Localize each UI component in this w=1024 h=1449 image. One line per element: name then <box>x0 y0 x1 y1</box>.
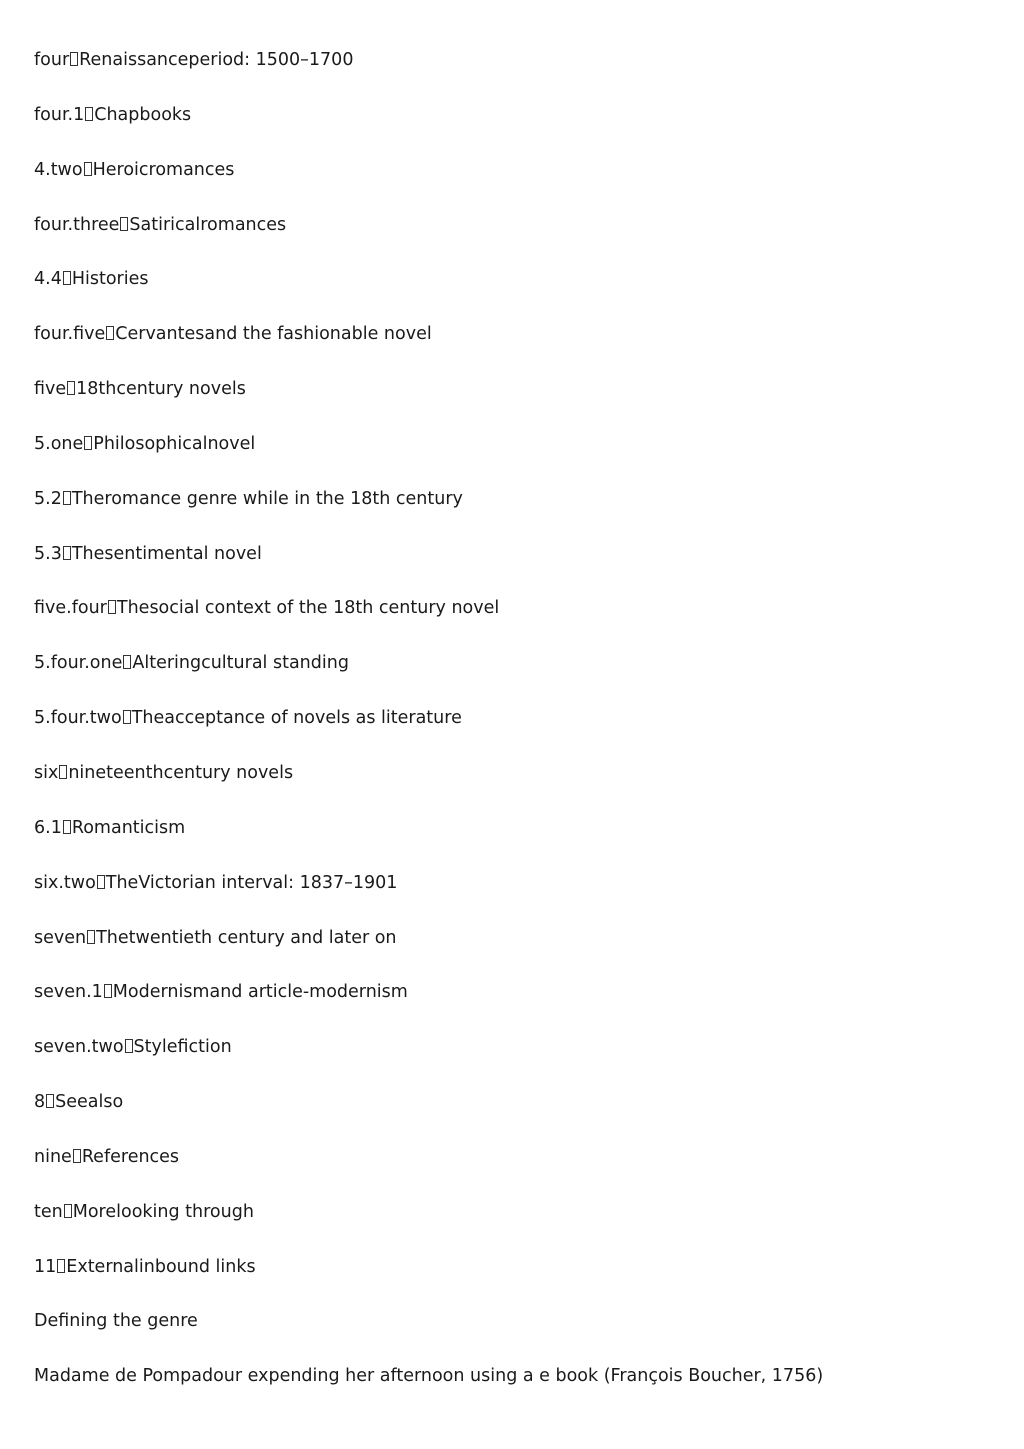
toc-item-number: six <box>34 762 59 783</box>
toc-item-label-first: 18th <box>76 379 117 400</box>
toc-item-label-first: Heroic <box>92 159 149 180</box>
toc-item-label-rest: fiction <box>177 1037 232 1058</box>
toc-item-number: four.five <box>34 324 106 345</box>
toc-item[interactable] <box>34 542 994 566</box>
section-heading: Defining the genre <box>34 1311 198 1332</box>
toc-item-label-rest: Victorian interval: 1837–1901 <box>138 872 398 893</box>
missing-glyph-icon <box>125 1039 133 1053</box>
toc-item-label-first: Satirical <box>129 214 201 235</box>
toc-item-label-first: More <box>72 1201 117 1222</box>
toc-item-number: five <box>34 379 67 400</box>
toc-item[interactable] <box>34 980 994 1004</box>
toc-item-number: six.two <box>34 872 96 893</box>
toc-item[interactable] <box>34 1145 994 1169</box>
toc-item-label-rest: romances <box>200 214 287 235</box>
missing-glyph-icon <box>97 875 105 889</box>
toc-item-number: 11 <box>34 1256 57 1277</box>
toc-item-label-first: Philosophical <box>93 433 208 454</box>
missing-glyph-icon <box>63 491 71 505</box>
missing-glyph-icon <box>120 217 128 231</box>
toc-item-label-rest: period: 1500–1700 <box>188 50 354 70</box>
missing-glyph-icon <box>70 52 78 66</box>
toc-item-number: seven.two <box>34 1037 124 1058</box>
toc-item-number: 4.two <box>34 159 83 180</box>
toc-item-label-first: Histories <box>71 269 149 290</box>
toc-item[interactable] <box>34 926 994 950</box>
missing-glyph-icon <box>63 546 71 560</box>
toc-item-number: four.1 <box>34 104 85 125</box>
toc-item-number: 5.four.one <box>34 653 123 674</box>
missing-glyph-icon <box>108 600 116 614</box>
toc-item-label-first: External <box>66 1256 139 1277</box>
toc-item[interactable] <box>34 377 994 401</box>
toc-item[interactable] <box>34 761 994 785</box>
toc-item[interactable] <box>34 487 994 511</box>
toc-item-label-rest: century novels <box>163 762 294 783</box>
toc-item-number: four <box>34 50 70 70</box>
toc-item-number: 5.3 <box>34 543 62 564</box>
toc-item-label-rest: twentieth century and later on <box>128 927 397 948</box>
missing-glyph-icon <box>84 436 92 450</box>
toc-item-number: four.three <box>34 214 120 235</box>
toc-item-label-rest: looking through <box>116 1201 254 1222</box>
toc-item-label-first: Cervantes <box>115 324 205 345</box>
document-body <box>34 48 994 1419</box>
toc-item[interactable] <box>34 1090 994 1114</box>
missing-glyph-icon <box>46 1094 54 1108</box>
toc-item-label-rest: also <box>87 1092 124 1113</box>
toc-item-label-first: References <box>81 1146 180 1167</box>
toc-item-label-rest: acceptance of novels as literature <box>164 708 462 729</box>
toc-item[interactable] <box>34 1255 994 1279</box>
toc-item-label-rest: social context of the 18th century novel <box>149 598 500 619</box>
toc-item[interactable] <box>34 1200 994 1224</box>
toc-item-label-rest: inbound links <box>138 1256 256 1277</box>
missing-glyph-icon <box>104 984 112 998</box>
toc-item-number: 5.four.two <box>34 708 122 729</box>
missing-glyph-icon <box>67 381 75 395</box>
toc-item-label-rest: cultural standing <box>201 653 349 674</box>
toc-item-label-first: The <box>96 927 129 948</box>
toc-item-label-first: Altering <box>132 653 202 674</box>
missing-glyph-icon <box>64 1204 72 1218</box>
toc-item[interactable] <box>34 158 994 182</box>
toc-item-label-first: Renaissance <box>79 50 189 70</box>
toc-item-label-first: Romanticism <box>71 817 186 838</box>
toc-item[interactable] <box>34 596 994 620</box>
toc-item-label-first: Modernism <box>112 982 210 1003</box>
toc-item[interactable] <box>34 706 994 730</box>
missing-glyph-icon <box>63 820 71 834</box>
toc-item[interactable] <box>34 103 994 127</box>
missing-glyph-icon <box>87 930 95 944</box>
toc-item-label-rest: and article-modernism <box>209 982 408 1003</box>
toc-item-label-first: Style <box>133 1037 178 1058</box>
toc-item-number: nine <box>34 1146 72 1167</box>
toc-item-number: 6.1 <box>34 817 62 838</box>
missing-glyph-icon <box>123 710 131 724</box>
toc-item-label-first: The <box>131 708 165 729</box>
toc-item-label-rest: novel <box>207 433 256 454</box>
missing-glyph-icon <box>106 326 114 340</box>
toc-item[interactable] <box>34 871 994 895</box>
missing-glyph-icon <box>85 107 93 121</box>
toc-item-number: seven.1 <box>34 982 103 1003</box>
toc-item-label-first: Chapbooks <box>94 104 192 125</box>
toc-item[interactable] <box>34 267 994 291</box>
toc-item-label-rest: and the fashionable novel <box>204 324 432 345</box>
toc-item-label-first: nineteenth <box>68 762 164 783</box>
toc-item[interactable] <box>34 322 994 346</box>
toc-item-number: 5.one <box>34 433 84 454</box>
toc-item-number: 8 <box>34 1092 46 1113</box>
toc-item-number: ten <box>34 1201 63 1222</box>
toc-item-label-first: The <box>116 598 150 619</box>
toc-item-label-rest: century novels <box>116 379 246 400</box>
toc-item-label-first: See <box>55 1092 88 1113</box>
toc-item[interactable] <box>34 213 994 237</box>
table-of-contents <box>34 48 994 1279</box>
missing-glyph-icon <box>73 1149 81 1163</box>
toc-item-label-first: The <box>71 488 105 509</box>
toc-item-label-rest: sentimental novel <box>104 543 262 564</box>
toc-item[interactable] <box>34 651 994 675</box>
missing-glyph-icon <box>63 271 71 285</box>
toc-item-number: seven <box>34 927 87 948</box>
image-caption: Madame de Pompadour expending her afternoon using a e book (François Boucher, 1756) <box>34 1366 824 1387</box>
missing-glyph-icon <box>59 765 67 779</box>
missing-glyph-icon <box>84 162 92 176</box>
missing-glyph-icon <box>57 1259 65 1273</box>
toc-item-number: five.four <box>34 598 107 619</box>
toc-item[interactable] <box>34 1035 994 1059</box>
toc-item[interactable] <box>34 816 994 840</box>
missing-glyph-icon <box>123 655 131 669</box>
toc-item-number: 4.4 <box>34 269 62 290</box>
toc-item[interactable] <box>34 48 994 72</box>
toc-item-number: 5.2 <box>34 488 62 509</box>
toc-item-label-rest: romances <box>148 159 235 180</box>
toc-item-label-rest: romance genre while in the 18th century <box>104 488 463 509</box>
toc-item[interactable] <box>34 432 994 456</box>
toc-item-label-first: The <box>105 872 139 893</box>
toc-item-label-first: The <box>71 543 105 564</box>
